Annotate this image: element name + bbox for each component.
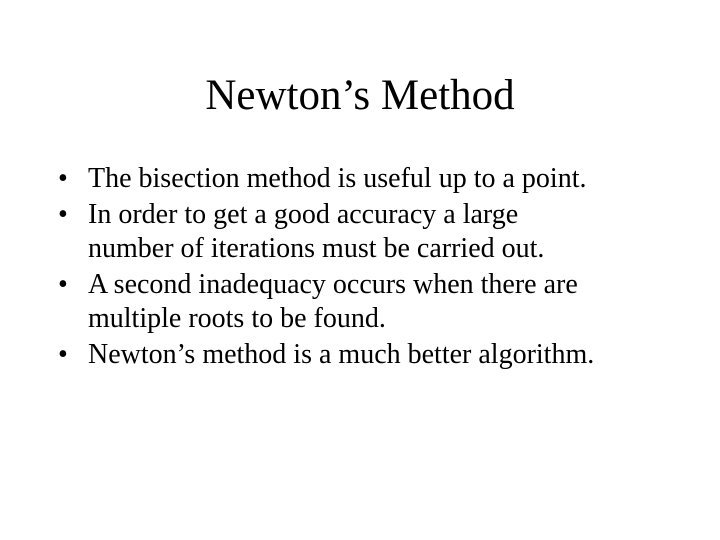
- bullet-line: In order to get a good accuracy a large: [88, 199, 519, 230]
- bullet-line: A second inadequacy occurs when there are: [88, 269, 578, 300]
- bullet-text: [88, 338, 698, 372]
- bullet-item: [58, 338, 698, 372]
- bullet-item: [58, 268, 698, 336]
- bullet-text: [88, 268, 698, 336]
- slide-title: Newton’s Method: [205, 72, 515, 119]
- bullet-dot-icon: •: [58, 269, 68, 300]
- bullet-dot-icon: •: [58, 199, 68, 230]
- bullet-list: [58, 162, 698, 372]
- bullet-line: Newton’s method is a much better algorithm.: [88, 339, 595, 370]
- bullet-line: The bisection method is useful up to a point.: [88, 163, 587, 194]
- bullet-line: multiple roots to be found.: [88, 303, 386, 334]
- bullet-item: [58, 198, 698, 266]
- bullet-text: [88, 198, 698, 266]
- bullet-line: number of iterations must be carried out.: [88, 233, 545, 264]
- bullet-text: [88, 162, 698, 196]
- bullet-dot-icon: •: [58, 163, 68, 194]
- bullet-item: [58, 162, 698, 196]
- bullet-dot-icon: •: [58, 339, 68, 370]
